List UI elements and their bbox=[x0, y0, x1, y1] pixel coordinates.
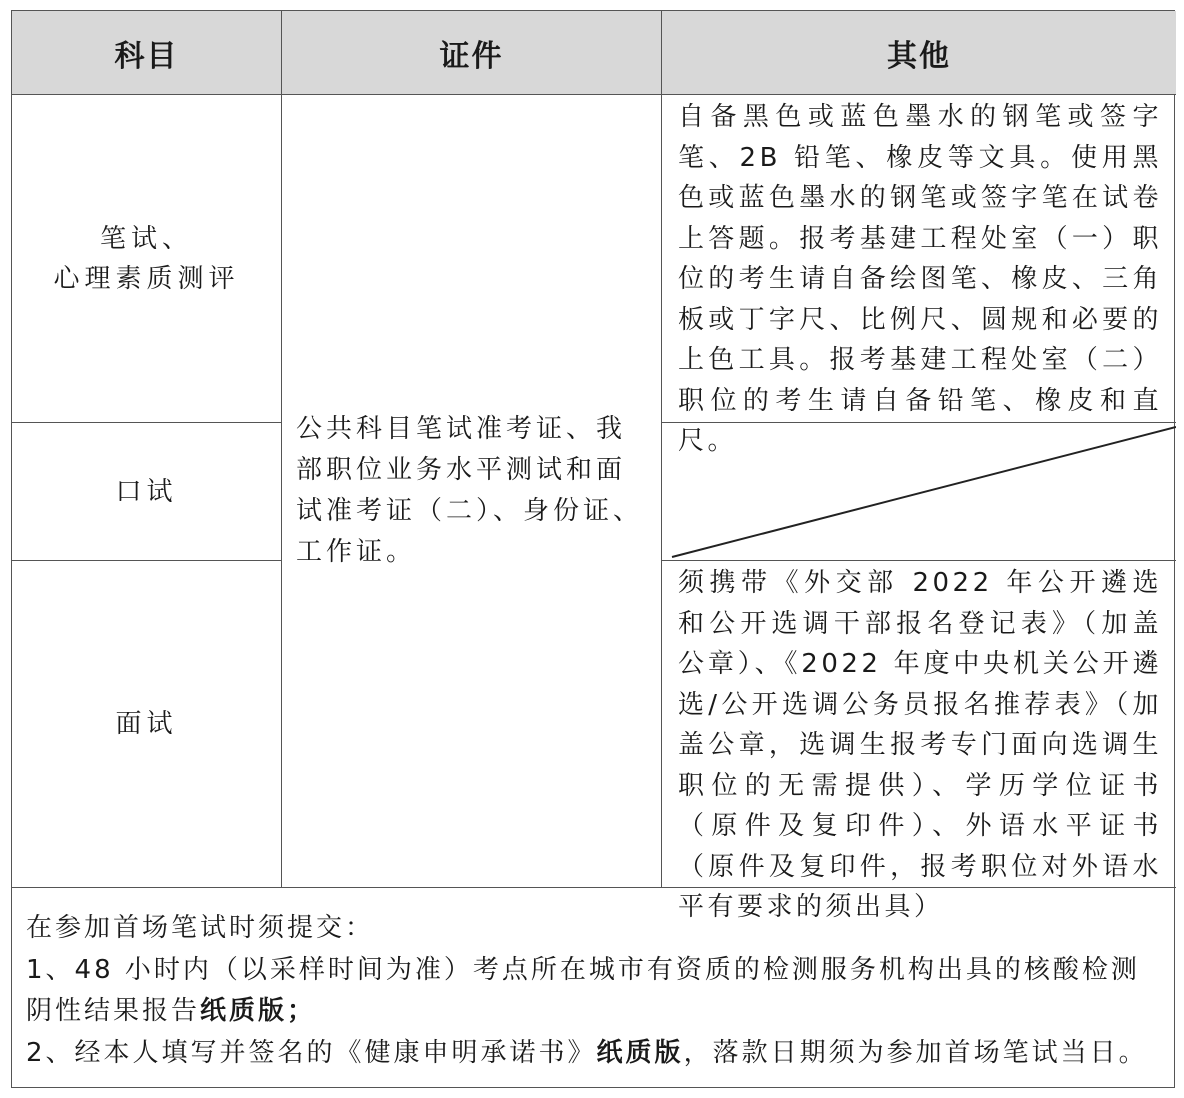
footer-notes bbox=[12, 888, 1174, 1087]
footer-item-2 bbox=[26, 1033, 1160, 1075]
header-documents-label: 证件 bbox=[439, 38, 504, 74]
diagonal-slash bbox=[662, 423, 1176, 561]
documents-text: 公共科目笔试准考证、我部职位业务水平测试和面试准考证（二）、身份证、工作证。 bbox=[296, 414, 644, 567]
slash-line bbox=[672, 427, 1176, 557]
requirements-table bbox=[11, 10, 1175, 1088]
header-subject-label: 科目 bbox=[114, 38, 179, 74]
footer-item-1 bbox=[26, 950, 1160, 1033]
other-interview bbox=[662, 561, 1176, 922]
subject-oral-label: 口试 bbox=[115, 476, 178, 507]
footer-item-2-text: 2、经本人填写并签名的《健康申明承诺书》 bbox=[26, 1037, 597, 1068]
subject-written bbox=[12, 95, 282, 423]
footer-intro: 在参加首场笔试时须提交： bbox=[26, 913, 375, 943]
subject-written-line2: 心理素质测评 bbox=[53, 263, 240, 294]
other-written-text: 自备黑色或蓝色墨水的钢笔或签字笔、2B 铅笔、橡皮等文具。使用黑色或蓝色墨水的钢笔或签字笔在试卷上答题。报考基建工程处室（一）职位的考生请自备绘图笔、橡皮、三角板或丁字尺、比例尺、圆规和必要的上色工具。报考基建工程处室（二）职位的考生请自备铅笔、橡皮和直尺。 bbox=[678, 102, 1162, 456]
footer-item-1-end: ； bbox=[287, 996, 317, 1026]
other-written bbox=[662, 95, 1176, 456]
other-interview-text: 须携带《外交部 2022 年公开遴选和公开选调干部报名登记表》（加盖公章）、《2022 年度中央机关公开遴选/公开选调公务员报名推荐表》（加盖公章，选调生报考专门面向选调生职位的无需提供）、学历学位证书（原件及复印件）、外语水平证书（原件及复印件，报考职位对外语水平有要求的须出具） bbox=[678, 568, 1162, 922]
header-other-label: 其他 bbox=[887, 38, 951, 74]
subject-oral bbox=[12, 423, 282, 561]
header-documents bbox=[282, 11, 662, 95]
subject-interview-label: 面试 bbox=[115, 709, 178, 739]
footer-item-1-bold: 纸质版 bbox=[200, 996, 288, 1026]
subject-written-line1: 笔试、 bbox=[99, 223, 193, 254]
other-oral bbox=[662, 423, 1176, 561]
footer-item-1-text: 1、48 小时内（以采样时间为准）考点所在城市有资质的检测服务机构出具的核酸检测阴性结果报告 bbox=[26, 954, 1140, 1026]
documents-cell bbox=[282, 95, 662, 888]
footer-item-2-end: ，落款日期须为参加首场笔试当日。 bbox=[683, 1037, 1148, 1068]
header-subject bbox=[12, 11, 282, 95]
header-other bbox=[662, 11, 1176, 95]
footer-item-2-bold: 纸质版 bbox=[596, 1037, 684, 1068]
subject-interview bbox=[12, 561, 282, 888]
